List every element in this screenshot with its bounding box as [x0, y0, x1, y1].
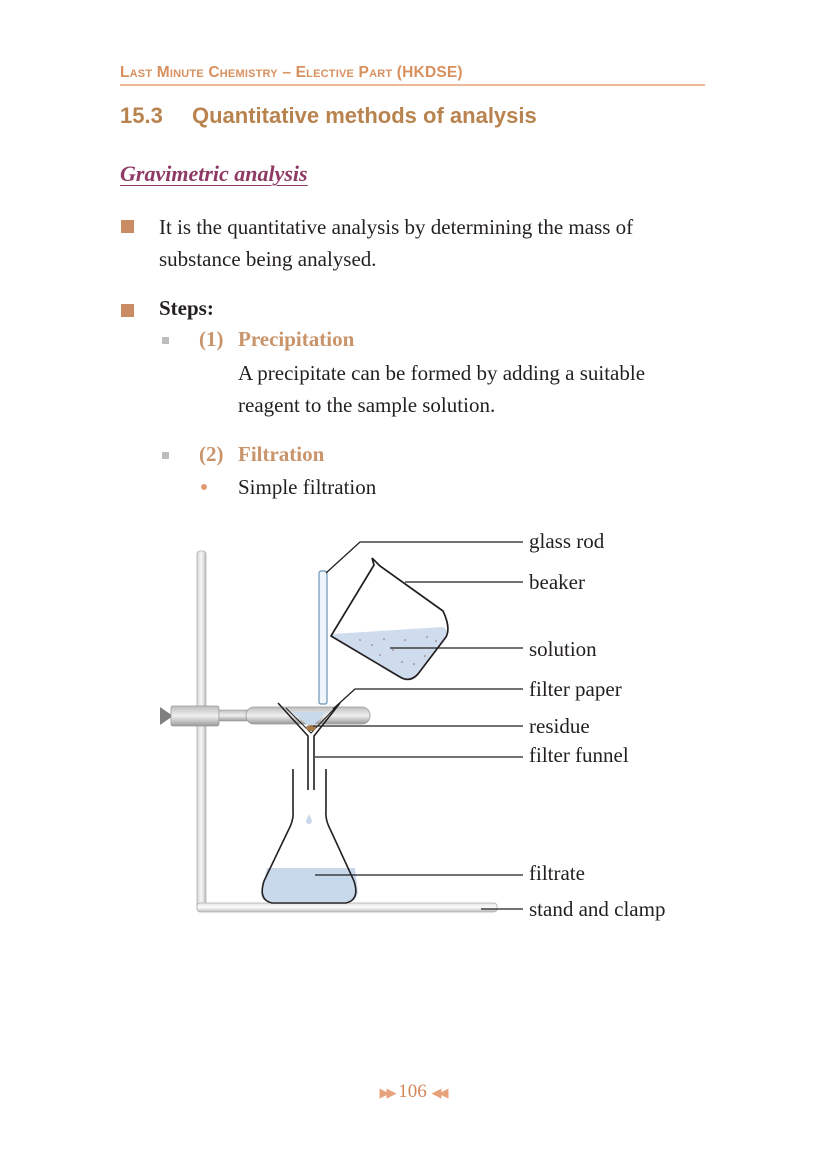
label-solution: solution — [529, 637, 597, 661]
stand-base — [197, 903, 497, 912]
page-marker-right: ◀◀ — [431, 1085, 446, 1100]
beaker — [331, 558, 448, 679]
page-marker-left: ▶▶ — [379, 1085, 394, 1100]
precipitation-line-2: reagent to the sample solution. — [238, 393, 496, 417]
label-filter-funnel: filter funnel — [529, 743, 629, 767]
glass-rod-body — [319, 571, 327, 704]
clamp — [160, 706, 370, 726]
section-title-text: Quantitative methods of analysis — [192, 103, 537, 128]
label-filter-paper: filter paper — [529, 677, 622, 701]
step-title: Precipitation — [238, 327, 355, 351]
running-header: Last Minute Chemistry – Elective Part (HKDSE) — [120, 64, 463, 81]
section-number: 15.3 — [120, 103, 163, 128]
label-glass-rod: glass rod — [529, 529, 605, 553]
simple-filtration-text: Simple filtration — [238, 475, 377, 499]
leader-lines — [313, 542, 523, 909]
conical-flask — [261, 769, 358, 903]
subheading-gravimetric: Gravimetric analysis — [120, 161, 308, 186]
glass-rod — [319, 571, 327, 704]
step-number: (2) — [199, 442, 224, 466]
step-title: Filtration — [238, 442, 325, 466]
precipitation-line-1: A precipitate can be formed by adding a suitable — [238, 361, 646, 385]
step-number: (1) — [199, 327, 224, 351]
leader-filter-paper — [333, 689, 523, 709]
label-beaker: beaker — [529, 570, 585, 594]
filtrate-liquid — [261, 868, 358, 902]
definition-line-1: It is the quantitative analysis by determining the mass of — [159, 215, 634, 239]
page-number — [0, 1081, 825, 1103]
stand-rod — [197, 551, 206, 911]
definition-line-2: substance being analysed. — [159, 247, 377, 271]
steps-label: Steps: — [159, 296, 214, 320]
filtrate-drop — [306, 814, 312, 824]
retort-stand — [197, 551, 497, 912]
clamp-boss — [171, 706, 219, 726]
page-number-value: 106 — [398, 1081, 427, 1102]
label-stand-and-clamp: stand and clamp — [529, 897, 666, 921]
label-residue: residue — [529, 714, 590, 738]
leader-glass-rod — [326, 542, 523, 573]
label-filtrate: filtrate — [529, 861, 585, 885]
